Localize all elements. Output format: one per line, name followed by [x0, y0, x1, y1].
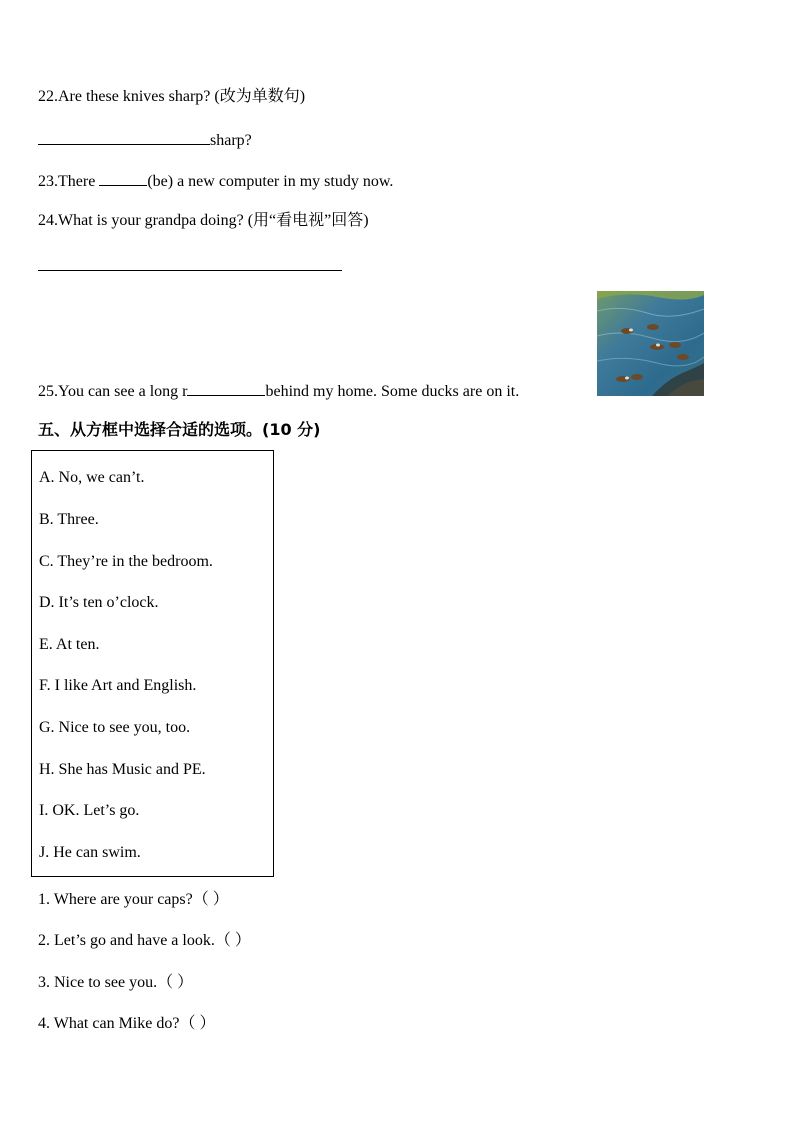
- match-item-text: 2. Let’s go and have a look.: [38, 932, 215, 949]
- section-heading: 五、从方框中选择合适的选项。(10 分): [38, 420, 321, 439]
- answer-blank[interactable]: [38, 129, 210, 145]
- answer-bracket[interactable]: （ ）: [192, 891, 229, 908]
- question-number: 23.: [38, 173, 58, 190]
- question-24: [38, 211, 369, 231]
- question-text-pre: You can see a long r: [58, 383, 188, 400]
- question-text: What is your grandpa doing? (用“看电视”回答): [58, 212, 369, 229]
- answer-bracket[interactable]: （ ）: [179, 1015, 216, 1032]
- option-c: C. They’re in the bedroom.: [39, 553, 213, 570]
- answer-blank[interactable]: [99, 170, 147, 186]
- question-25: [38, 380, 519, 402]
- match-item-text: 3. Nice to see you.: [38, 974, 158, 991]
- match-item-2: [38, 931, 251, 951]
- option-f: F. I like Art and English.: [39, 677, 197, 694]
- option-e: E. At ten.: [39, 636, 100, 653]
- answer-tail: sharp?: [210, 132, 252, 149]
- match-item-text: 4. What can Mike do?: [38, 1015, 180, 1032]
- question-number: 24.: [38, 212, 58, 229]
- option-j: J. He can swim.: [39, 844, 141, 861]
- question-23: [38, 170, 393, 192]
- answer-bracket[interactable]: （ ）: [214, 932, 251, 949]
- option-b: B. Three.: [39, 511, 99, 528]
- question-number: 25.: [38, 383, 58, 400]
- answer-blank[interactable]: [187, 380, 265, 396]
- question-number: 22.: [38, 88, 58, 105]
- options-box: [31, 450, 274, 877]
- question-22-answer-line: [38, 129, 252, 151]
- option-d: D. It’s ten o’clock.: [39, 594, 159, 611]
- question-text: Are these knives sharp? (改为单数句): [58, 88, 306, 105]
- question-text-post: (be) a new computer in my study now.: [147, 173, 394, 190]
- match-item-4: [38, 1014, 215, 1034]
- question-text-pre: There: [58, 173, 100, 190]
- answer-bracket[interactable]: （ ）: [157, 974, 194, 991]
- ducks-on-river-photo: [597, 291, 704, 396]
- question-22: [38, 87, 305, 107]
- match-item-3: [38, 973, 193, 993]
- option-a: A. No, we can’t.: [39, 469, 145, 486]
- match-item-1: [38, 890, 229, 910]
- question-text-post: behind my home. Some ducks are on it.: [265, 383, 520, 400]
- match-item-text: 1. Where are your caps?: [38, 891, 193, 908]
- question-24-answer-line[interactable]: [38, 270, 342, 271]
- option-i: I. OK. Let’s go.: [39, 802, 140, 819]
- option-h: H. She has Music and PE.: [39, 761, 206, 778]
- option-g: G. Nice to see you, too.: [39, 719, 191, 736]
